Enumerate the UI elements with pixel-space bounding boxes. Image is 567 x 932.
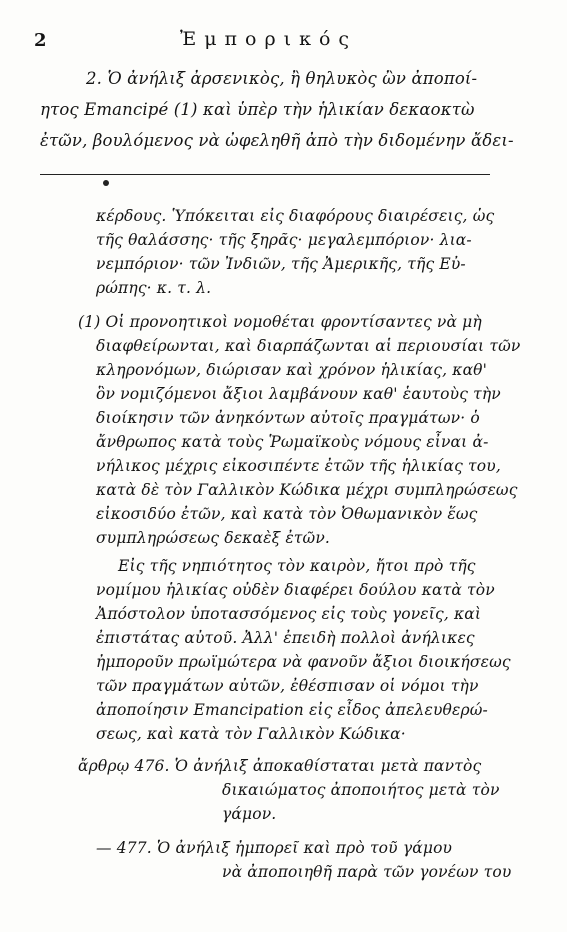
footnote-line: νομίμου ἡλικίας οὐδὲν διαφέρει δούλου κατὰ τὸν — [96, 581, 495, 599]
footnote-line: (1) Οἱ προνοητικοὶ νομοθέται φροντίσαντες νὰ μὴ — [78, 313, 482, 331]
footnote-line: τῆς θαλάσσης· τῆς ξηρᾶς· μεγαλεμπόριον· λια- — [96, 231, 472, 249]
footnote-line: κατὰ δὲ τὸν Γαλλικὸν Κώδικα μέχρι συμπληρώσεως — [96, 481, 518, 499]
footnote-line: ἐπιστάτας αὐτοῦ. Ἀλλ' ἐπειδὴ πολλοὶ ἀνήλικες — [96, 629, 475, 647]
footnote-line: ἄνθρωπος κατὰ τοὺς Ῥωμαϊκοὺς νόμους εἶναι ἀ- — [96, 433, 489, 451]
footnote-line: νήλικος μέχρις εἰκοσιπέντε ἐτῶν τῆς ἡλικίας του, — [96, 457, 501, 475]
main-text-line: 2. Ὁ ἀνήλιξ ἀρσενικὸς, ἢ θηλυκὸς ὢν ἀποποί- — [86, 69, 478, 88]
footnote-line: ἀποποίησιν Emancipation εἰς εἶδος ἀπελευθερώ- — [96, 701, 488, 719]
article-line: νὰ ἀποποιηθῆ παρὰ τῶν γονέων του — [222, 863, 512, 881]
footnote-line: νεμπόριον· τῶν Ἰνδιῶν, τῆς Ἀμερικῆς, τῆς Εὐ- — [96, 255, 466, 273]
footnote-line: συμπληρώσεως δεκαὲξ ἐτῶν. — [96, 529, 330, 547]
footnote-line: ρώπης· κ. τ. λ. — [96, 279, 212, 297]
footnote-line: σεως, καὶ κατὰ τὸν Γαλλικὸν Κώδικα· — [96, 725, 406, 743]
footnote-line: ἠμποροῦν πρωϊμώτερα νὰ φανοῦν ἄξιοι διοικήσεως — [96, 653, 511, 671]
footnote-line: κληρονόμων, διώρισαν καὶ χρόνον ἡλικίας, καθ' — [96, 361, 488, 379]
footnote-line: Εἰς τῆς νηπιότητος τὸν καιρὸν, ἤτοι πρὸ τῆς — [118, 557, 476, 575]
article-line: δικαιώματος ἀποποιήτος μετὰ τὸν — [222, 781, 500, 799]
footnote-line: κέρδους. Ὑπόκειται εἰς διαφόρους διαιρέσεις, ὡς — [96, 207, 495, 225]
article-line: — 477. Ὁ ἀνήλιξ ἠμπορεῖ καὶ πρὸ τοῦ γάμου — [96, 839, 453, 857]
footnote-line: ὃν νομιζόμενοι ἄξιοι λαμβάνουν καθ' ἑαυτοὺς τὴν — [96, 385, 501, 403]
bullet-mark — [103, 180, 109, 186]
article-line: γάμον. — [222, 805, 277, 823]
footnote-line: διοίκησιν τῶν ἀνηκόντων αὐτοῖς πραγμάτων· ὁ — [96, 409, 480, 427]
footnote-line: τῶν πραγμάτων αὐτῶν, ἐθέσπισαν οἱ νόμοι τὴν — [96, 677, 479, 695]
article-line: ἄρθρῳ 476. Ὁ ἀνήλιξ ἀποκαθίσταται μετὰ παντὸς — [78, 757, 482, 775]
page-number: 2 — [34, 30, 47, 51]
footnote-line: Ἀπόστολον ὑποτασσόμενος εἰς τοὺς γονεῖς, καὶ — [96, 605, 482, 623]
running-title: Ἐμπορικός — [180, 28, 358, 50]
footnote-line: διαφθείρωνται, καὶ διαρπάζωνται αἱ περιουσίαι τῶν — [96, 337, 521, 355]
main-text-line: ἐτῶν, βουλόμενος νὰ ὠφεληθῆ ἀπὸ τὴν διδομένην ἄδει- — [40, 131, 514, 150]
footnote-separator — [40, 174, 490, 175]
footnote-line: εἰκοσιδύο ἐτῶν, καὶ κατὰ τὸν Ὀθωμανικὸν ἕως — [96, 505, 478, 523]
main-text-line: ητος Emancipé (1) καὶ ὑπὲρ τὴν ἡλικίαν δεκαοκτὼ — [40, 100, 475, 119]
